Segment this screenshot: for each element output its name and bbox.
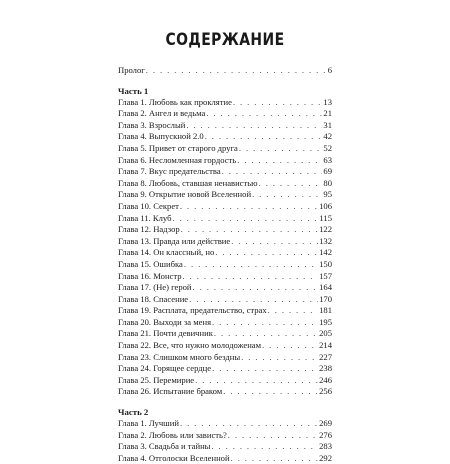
toc-row: [118, 189, 332, 201]
table-of-contents: [118, 65, 332, 464]
dot-leader: [181, 224, 318, 236]
toc-page-number: 246: [319, 374, 332, 385]
toc-row: [118, 294, 332, 306]
toc-page-number: 157: [319, 270, 332, 281]
toc-page-number: 31: [323, 119, 332, 130]
toc-page-number: 132: [319, 235, 332, 246]
dot-leader: [237, 155, 322, 167]
dot-leader: [206, 108, 322, 120]
dot-leader: [189, 294, 318, 306]
toc-entry-label: Глава 1. Любовь как проклятие: [118, 96, 232, 107]
toc-row: [118, 131, 332, 143]
toc-entry-label: Глава 19. Расплата, предательство, страх: [118, 305, 267, 316]
toc-entry-label: Глава 5. Привет от старого друга: [118, 142, 238, 153]
toc-entry-label: Глава 17. (Не) герой: [118, 282, 192, 293]
toc-row: [118, 352, 332, 364]
toc-page-number: 6: [327, 65, 332, 75]
toc-page-number: 292: [319, 452, 332, 463]
toc-entry-label: Глава 18. Спасение: [118, 293, 189, 304]
toc-page-number: 69: [323, 166, 332, 177]
part-1-chapters: [118, 97, 332, 398]
dot-leader: [239, 143, 323, 155]
dot-leader: [212, 363, 318, 375]
toc-page-number: 269: [319, 418, 332, 429]
toc-entry-label: Глава 25. Перемирие: [118, 374, 195, 385]
part-2-chapters: [118, 418, 332, 464]
toc-page-number: 205: [319, 328, 332, 339]
toc-row: [118, 108, 332, 120]
dot-leader: [252, 189, 322, 201]
dot-leader: [146, 65, 327, 77]
dot-leader: [212, 317, 318, 329]
toc-page-number: 227: [319, 351, 332, 362]
dot-leader: [186, 120, 322, 132]
toc-page-number: 95: [323, 189, 332, 200]
dot-leader: [222, 166, 323, 178]
toc-entry-label: Глава 3. Взрослый: [118, 119, 186, 130]
toc-page-number: 181: [319, 305, 332, 316]
dot-leader: [231, 453, 319, 464]
toc-entry-label: Глава 23. Слишком много бездны: [118, 351, 241, 362]
toc-page-number: 21: [323, 108, 332, 119]
toc-row: [118, 120, 332, 132]
dot-leader: [180, 201, 318, 213]
toc-entry-label: Глава 7. Вкус предательства: [118, 166, 221, 177]
toc-row: [118, 213, 332, 225]
toc-page-number: 63: [323, 154, 332, 165]
toc-row: [118, 340, 332, 352]
toc-row: [118, 143, 332, 155]
toc-row: [118, 375, 332, 387]
dot-leader: [215, 247, 318, 259]
toc-row: [118, 236, 332, 248]
toc-row: [118, 155, 332, 167]
dot-leader: [233, 97, 322, 109]
toc-entry-label: Глава 15. Ошибка: [118, 258, 183, 269]
toc-row: [118, 97, 332, 109]
toc-entry-label: Пролог: [118, 65, 145, 75]
toc-page-number: 115: [319, 212, 332, 223]
toc-page-number: 13: [323, 96, 332, 107]
toc-page-number: 238: [319, 363, 332, 374]
toc-page-number: 214: [319, 340, 332, 351]
dot-leader: [205, 131, 323, 143]
dot-leader: [211, 441, 318, 453]
toc-entry-label: Глава 10. Секрет: [118, 200, 179, 211]
toc-entry-label: Глава 8. Любовь, ставшая ненавистью: [118, 177, 258, 188]
dot-leader: [195, 375, 318, 387]
toc-page-number: 283: [319, 441, 332, 452]
toc-row: [118, 430, 332, 442]
dot-leader: [214, 328, 318, 340]
toc-entry-label: Глава 22. Все, что нужно молодоженам: [118, 340, 262, 351]
toc-row: [118, 166, 332, 178]
toc-page-number: 106: [319, 200, 332, 211]
toc-row: [118, 441, 332, 453]
spacer: [118, 77, 332, 85]
toc-entry-label: Глава 1. Лучший: [118, 418, 179, 429]
toc-page-number: 52: [323, 142, 332, 153]
toc-page-number: 142: [319, 247, 332, 258]
toc-entry-label: Глава 21. Почти девичник: [118, 328, 213, 339]
toc-page-number: 150: [319, 258, 332, 269]
toc-row: [118, 247, 332, 259]
dot-leader: [183, 271, 319, 283]
part-heading: Часть 1: [118, 85, 149, 96]
toc-entry-label: Глава 20. Выходи за меня: [118, 316, 212, 327]
toc-row: [118, 386, 332, 398]
toc-page-number: 42: [323, 131, 332, 142]
toc-row: [118, 418, 332, 430]
toc-entry-label: Глава 14. Он классный, но: [118, 247, 215, 258]
dot-leader: [228, 430, 318, 442]
dot-leader: [231, 236, 318, 248]
toc-page-number: 170: [319, 293, 332, 304]
toc-entry-label: Глава 2. Ангел и ведьма: [118, 108, 206, 119]
toc-page-number: 276: [319, 429, 332, 440]
toc-row-prologue: [118, 65, 332, 77]
toc-entry-label: Глава 3. Свадьба и тайны: [118, 441, 211, 452]
toc-row: [118, 453, 332, 464]
toc-row: [118, 317, 332, 329]
toc-row: [118, 178, 332, 190]
dot-leader: [184, 259, 318, 271]
toc-entry-label: Глава 13. Правда или действие: [118, 235, 231, 246]
dot-leader: [223, 386, 318, 398]
toc-row: [118, 201, 332, 213]
toc-row: [118, 224, 332, 236]
dot-leader: [262, 340, 318, 352]
part-heading: Часть 2: [118, 407, 149, 418]
toc-entry-label: Глава 24. Горящее сердце: [118, 363, 212, 374]
toc-entry-label: Глава 9. Открытие новой Вселенной: [118, 189, 252, 200]
toc-row: [118, 363, 332, 375]
toc-page-number: 195: [319, 316, 332, 327]
toc-row: [118, 305, 332, 317]
toc-row: [118, 271, 332, 283]
toc-page-number: 256: [319, 386, 332, 397]
toc-entry-label: Глава 12. Надзор: [118, 224, 180, 235]
toc-entry-label: Глава 11. Клуб: [118, 212, 172, 223]
dot-leader: [241, 352, 318, 364]
toc-entry-label: Глава 26. Испытание браком: [118, 386, 223, 397]
toc-entry-label: Глава 16. Монстр: [118, 270, 182, 281]
toc-entry-label: Глава 6. Несломленная гордость: [118, 154, 237, 165]
dot-leader: [259, 178, 323, 190]
dot-leader: [193, 282, 319, 294]
dot-leader: [268, 305, 318, 317]
dot-leader: [172, 213, 318, 225]
page-title: СОДЕРЖАНИЕ: [165, 30, 285, 50]
toc-page-number: 164: [319, 282, 332, 293]
dot-leader: [180, 418, 318, 430]
toc-page-number: 80: [323, 177, 332, 188]
toc-row: [118, 328, 332, 340]
toc-row: [118, 282, 332, 294]
toc-entry-label: Глава 4. Отголоски Вселенной: [118, 452, 230, 463]
toc-page-number: 122: [319, 224, 332, 235]
spacer: [118, 398, 332, 406]
toc-row: [118, 259, 332, 271]
toc-entry-label: Глава 2. Любовь или зависть?: [118, 429, 227, 440]
toc-entry-label: Глава 4. Выпускной 2.0: [118, 131, 204, 142]
